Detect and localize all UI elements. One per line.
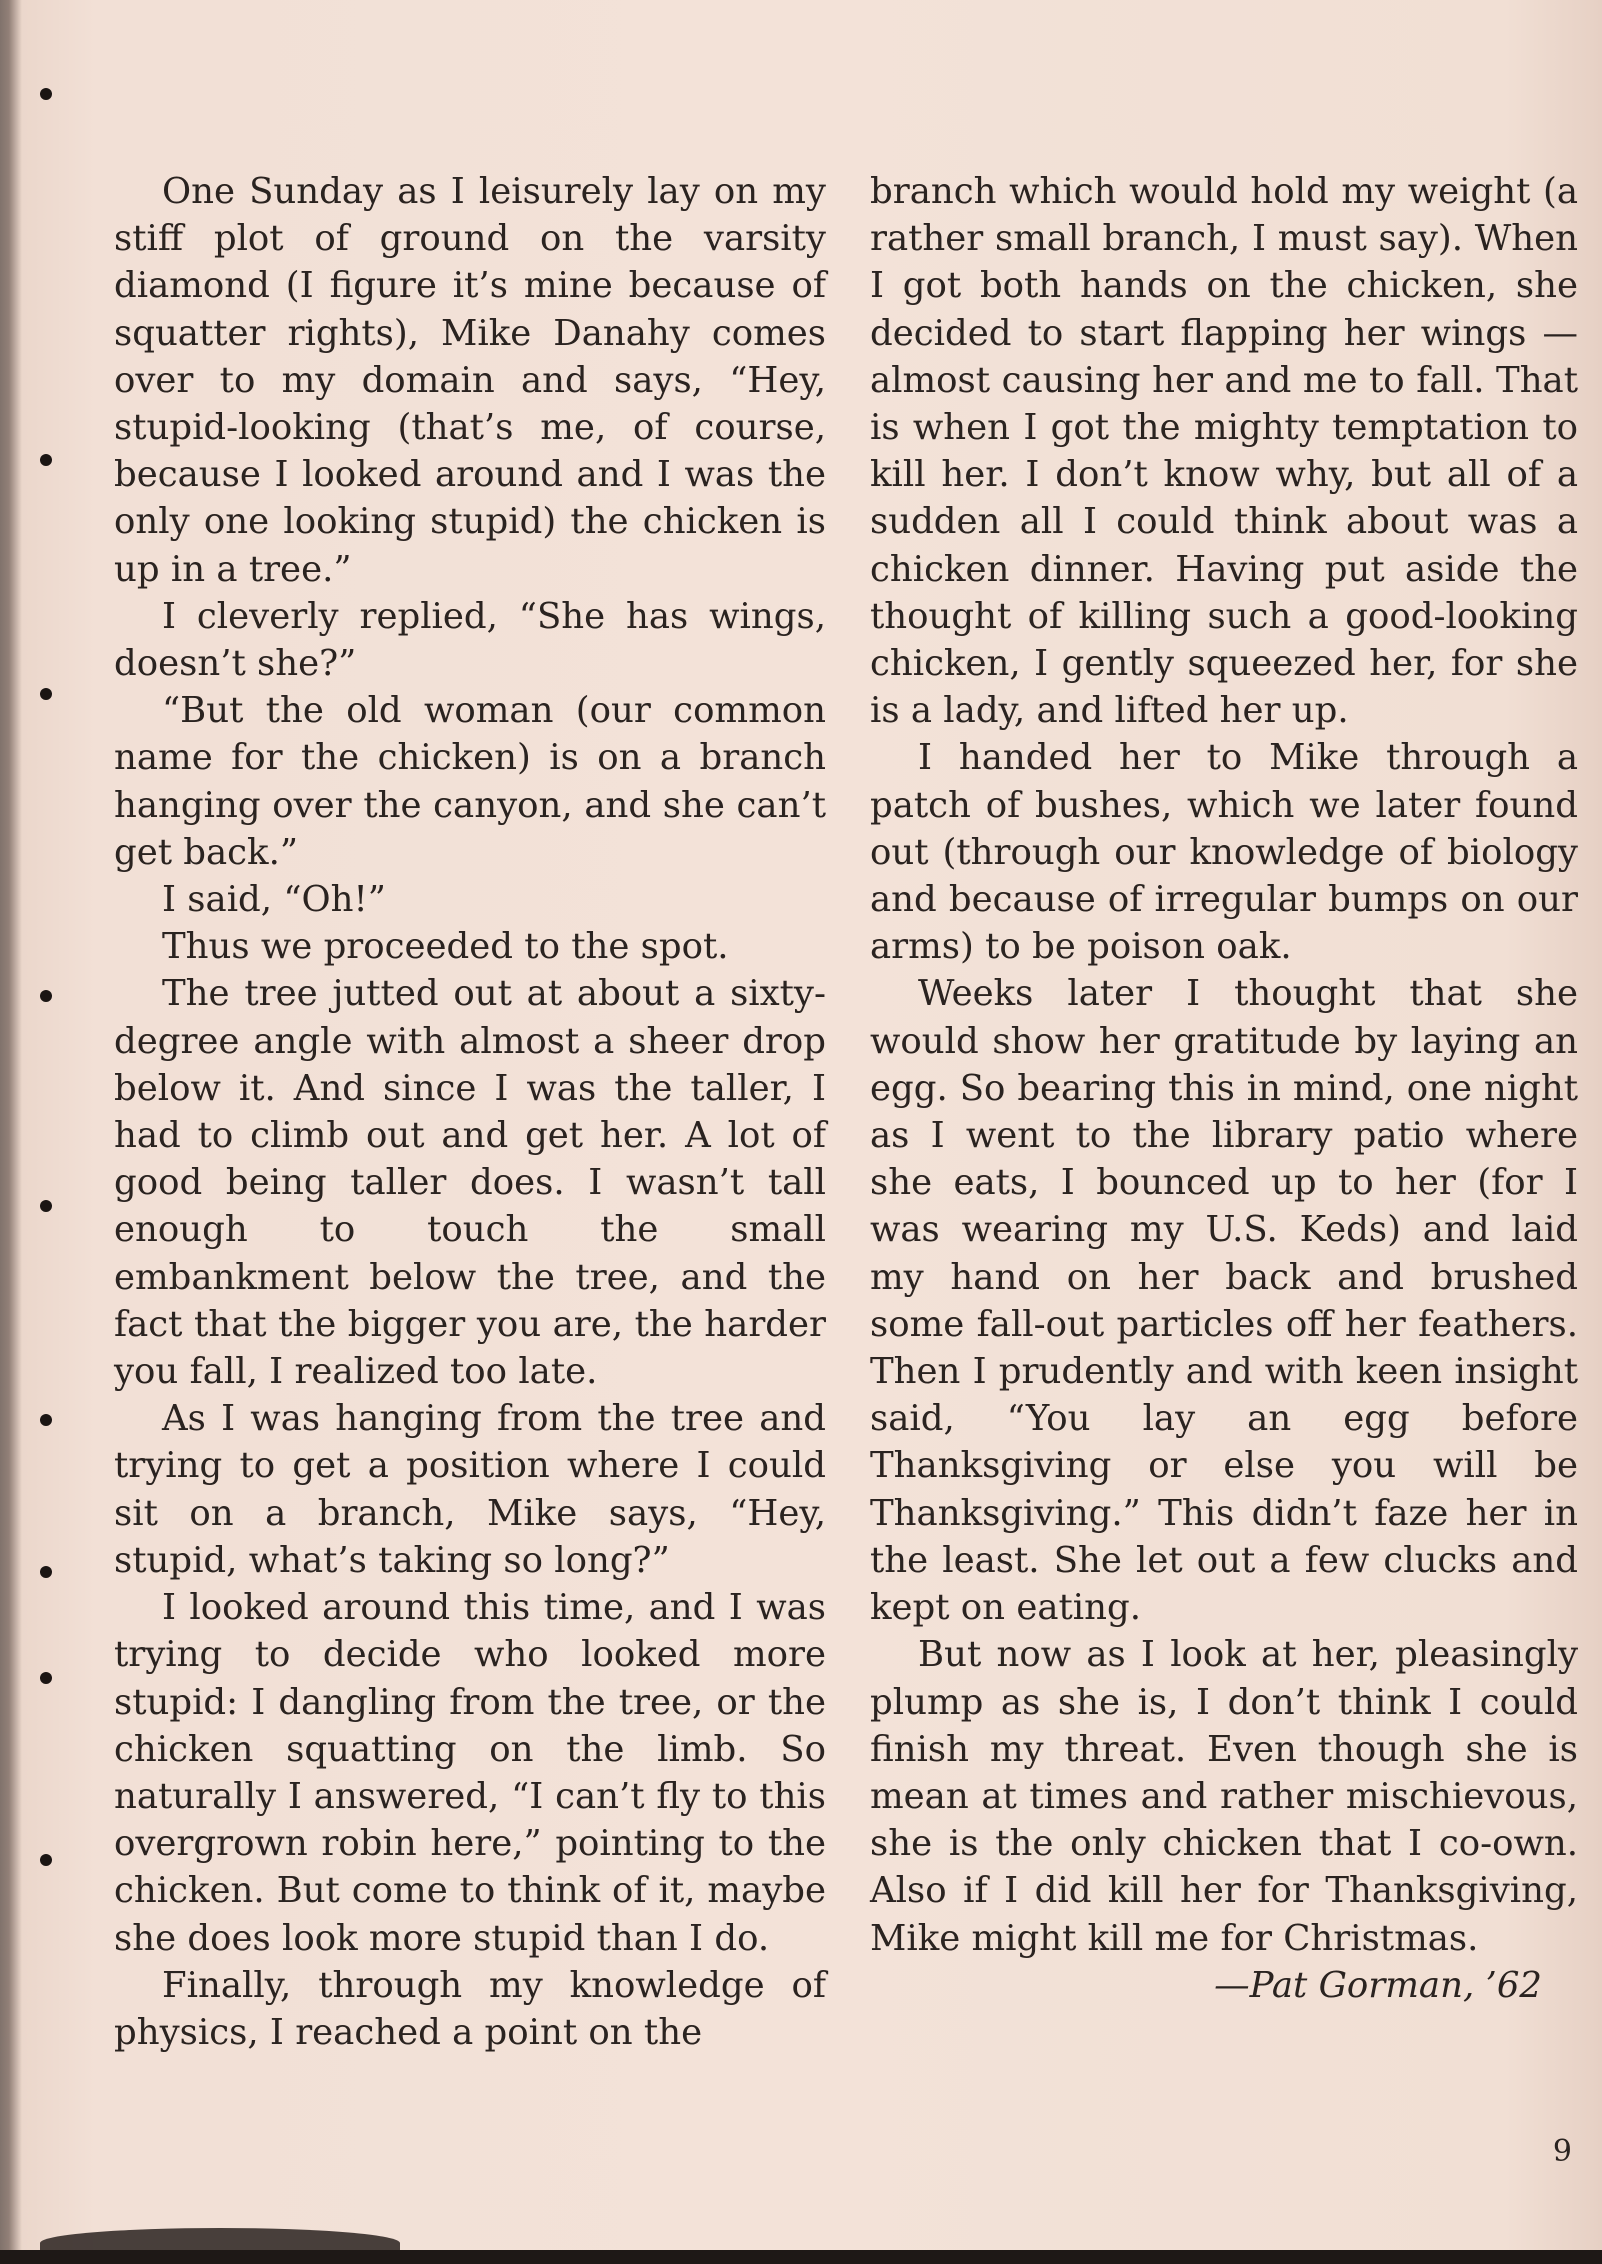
paragraph: The tree jutted out at about a sixty-degree angle with almost a sheer drop below it. And since I was the taller, I had to climb out and get her. A lot of good being taller does. I wasn’t tall enough to touch the small embankment below the tree, and the fact that the bigger you are, the harder you fall, I realized too late.: [114, 973, 826, 1393]
binding-hole: [40, 1200, 52, 1212]
paragraph: But now as I look at her, pleasingly plump as she is, I don’t think I could finish my threat. Even though she is mean at times and rather mischievous, she is the only chicken that I co-own. Also if I did kill her for Thanksgiving, Mike might kill me for Christmas.: [870, 1634, 1578, 1959]
binding-hole: [40, 1414, 52, 1426]
paragraph: As I was hanging from the tree and trying to get a position where I could sit on a branch, Mike says, “Hey, stupid, what’s taking so long?”: [114, 1398, 826, 1581]
article-right-column: [870, 168, 1578, 2009]
paragraph: Thus we proceeded to the spot.: [162, 926, 729, 968]
paragraph: I handed her to Mike through a patch of bushes, which we later found out (through our knowledge of biology and because of irregular bumps on our arms) to be poison oak.: [870, 737, 1578, 968]
paragraph: I looked around this time, and I was trying to decide who looked more stupid: I dangling from the tree, or the chicken squatting on the limb. So naturally I answered, “I can’t fly to this overgrown robin here,” pointing to the chicken. But come to think of it, maybe she does look more stupid than I do.: [114, 1587, 826, 1959]
page-bottom-edge: [0, 2250, 1602, 2264]
binding-hole: [40, 454, 52, 466]
paragraph: I cleverly replied, “She has wings, doesn’t she?”: [114, 595, 826, 685]
binding-hole: [40, 88, 52, 100]
binding-hole: [40, 1566, 52, 1578]
paragraph: branch which would hold my weight (a rather small branch, I must say). When I got both hands on the chicken, she decided to start flapping her wings — almost causing her and me to fall. That is when I got the mighty temptation to kill her. I don’t know why, but all of a sudden all I could think about was a chicken dinner. Having put aside the thought of killing such a good-looking chicken, I gently squeezed her, for she is a lady, and lifted her up.: [870, 171, 1578, 732]
paragraph: One Sunday as I leisurely lay on my stiff plot of ground on the varsity diamond (I figure it’s mine because of squatter rights), Mike Danahy comes over to my domain and says, “Hey, stupid-looking (that’s me, of course, because I looked around and I was the only one looking stupid) the chicken is up in a tree.”: [114, 171, 826, 590]
paragraph: Finally, through my knowledge of physics, I reached a point on the: [114, 1964, 826, 2053]
binding-hole: [40, 990, 52, 1002]
author-byline: —Pat Gorman, ’62: [1214, 1964, 1542, 2006]
binding-hole: [40, 688, 52, 700]
binding-hole: [40, 1672, 52, 1684]
article-left-column: [114, 168, 826, 2056]
binding-hole: [40, 1854, 52, 1866]
paragraph: Weeks later I thought that she would show her gratitude by laying an egg. So bearing this in mind, one night as I went to the library patio where she eats, I bounced up to her (for I was wearing my U.S. Keds) and laid my hand on her back and brushed some fall-out particles off her feathers. Then I prudently and with keen insight said, “You lay an egg before Thanksgiving or else you will be Thanksgiving.” This didn’t faze her in the least. She let out a few clucks and kept on eating.: [870, 973, 1578, 1629]
paragraph: I said, “Oh!”: [162, 879, 386, 921]
paragraph: “But the old woman (our common name for the chicken) is on a branch hanging over the canyon, and she can’t get back.”: [114, 690, 826, 873]
page-number: 9: [1552, 2134, 1572, 2169]
page-left-edge: [0, 0, 22, 2264]
